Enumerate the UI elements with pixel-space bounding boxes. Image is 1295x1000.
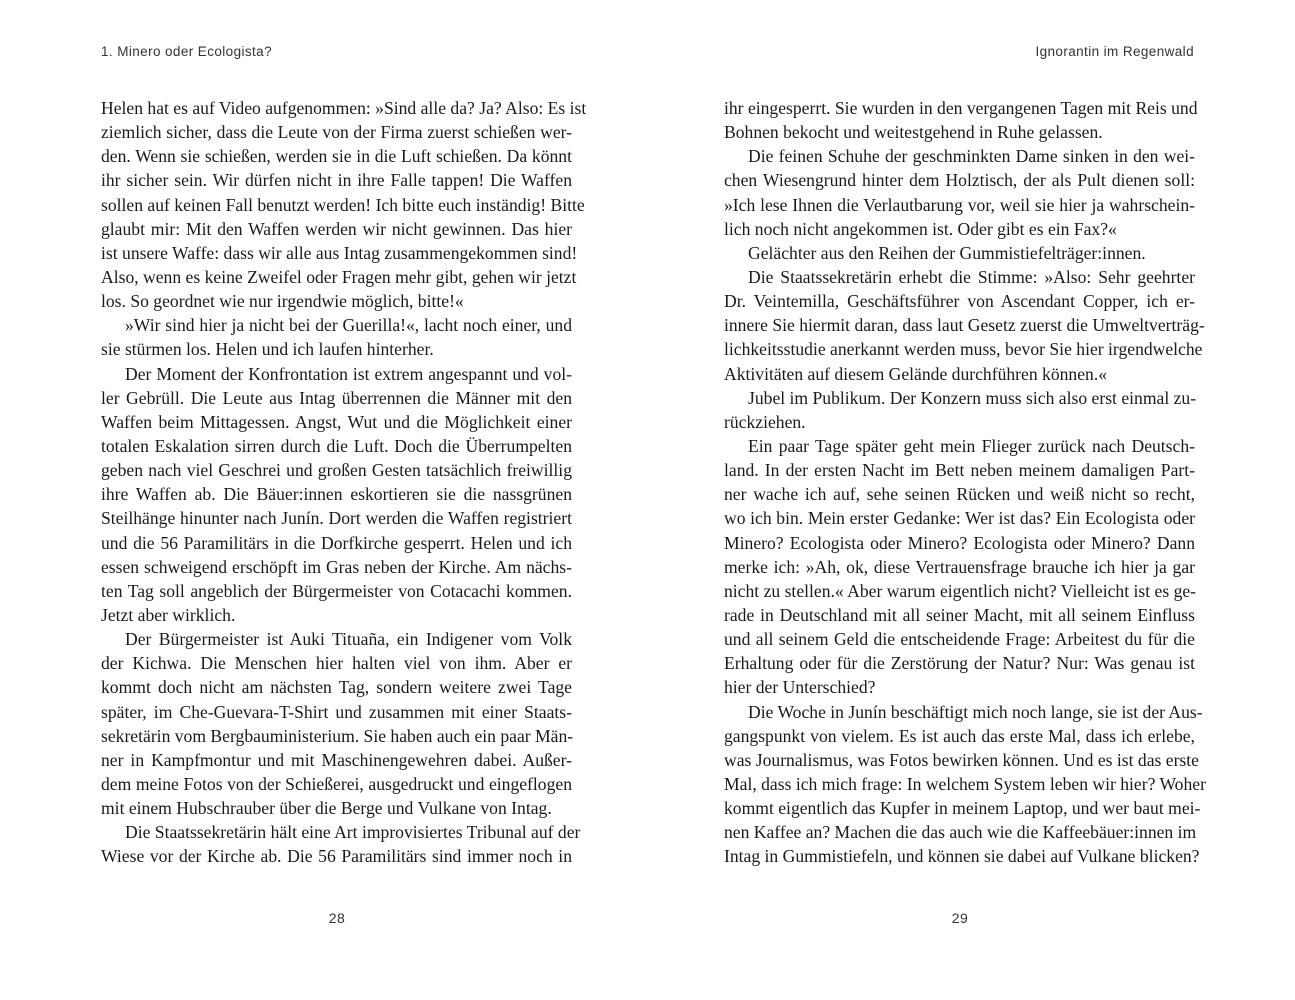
text-line: sollen auf keinen Fall benutzt werden! Ich bitte euch inständig! Bitte: [101, 194, 585, 215]
text-line: dem meine Fotos von der Schießerei, ausgedruckt und eingeflogen: [101, 773, 572, 794]
text-line: Mal, dass ich mich frage: In welchem System leben wir hier? Woher: [724, 773, 1206, 794]
text-line: ten Tag soll angeblich der Bürgermeister von Cotacachi kommen.: [101, 580, 572, 601]
text-line: Der Bürgermeister ist Auki Tituaña, ein Indigener vom Volk: [125, 629, 572, 650]
text-line: land. In der ersten Nacht im Bett neben meinem damaligen Part-: [724, 460, 1195, 481]
text-line: nen Kaffee an? Machen die das auch wie die Kaffeebäuer:innen im: [724, 822, 1197, 843]
text-line: Minero? Ecologista oder Minero? Ecologista oder Minero? Dann: [724, 532, 1195, 553]
text-line: ihr eingesperrt. Sie wurden in den vergangenen Tagen mit Reis und: [724, 98, 1198, 118]
text-line: Wiese vor der Kirche ab. Die 56 Paramilitärs sind immer noch in: [101, 846, 572, 867]
text-line: lichkeitsstudie anerkannt werden muss, bevor Sie hier irgendwelche: [724, 339, 1203, 360]
text-line: Der Moment der Konfrontation ist extrem angespannt und vol-: [125, 363, 572, 384]
left-page-number: 28: [328, 910, 346, 926]
right-running-head: Ignorantin im Regenwald: [1035, 44, 1194, 59]
text-line: später, im Che-Guevara-T-Shirt und zusammen mit einer Staats-: [101, 701, 572, 722]
text-line: kommt eigentlich das Kupfer in meinem Laptop, und wer baut mei-: [724, 798, 1201, 819]
text-line: glaubt mir: Mit den Waffen werden wir nicht gewinnen. Das hier: [101, 218, 572, 239]
text-line: totalen Eskalation sirren durch die Luft. Doch die Überrumpelten: [101, 435, 572, 456]
text-line: Helen hat es auf Video aufgenommen: »Sind alle da? Ja? Also: Es ist: [101, 98, 587, 118]
text-line: innere Sie hiermit daran, dass laut Gesetz zuerst die Umweltverträg-: [724, 315, 1205, 336]
text-line: den. Wenn sie schießen, werden sie in die Luft schießen. Da könnt: [101, 146, 572, 167]
text-line: ziemlich sicher, dass die Leute von der Firma zuerst schießen wer-: [101, 122, 572, 143]
text-line: kommt doch nicht am nächsten Tag, sondern weitere zwei Tage: [101, 677, 572, 698]
text-line: Erhaltung oder für die Zerstörung der Natur? Nur: Was genau ist: [724, 653, 1195, 674]
text-line: hier der Unterschied?: [724, 677, 876, 698]
text-line: und die 56 Paramilitärs in die Dorfkirche gesperrt. Helen und ich: [101, 532, 572, 553]
right-page: [648, 0, 1295, 1000]
text-line: Also, wenn es keine Zweifel oder Fragen mehr gibt, gehen wir jetzt: [101, 266, 577, 287]
left-running-head: 1. Minero oder Ecologista?: [101, 44, 272, 59]
text-line: Ein paar Tage später geht mein Flieger zurück nach Deutsch-: [748, 435, 1195, 456]
right-page-number: 29: [951, 910, 969, 926]
text-line: »Ich lese Ihnen die Verlautbarung vor, weil sie hier ja wahrschein-: [724, 194, 1195, 215]
text-line: ist unsere Waffe: dass wir alle aus Intag zusammengekommen sind!: [101, 242, 578, 263]
text-line: »Wir sind hier ja nicht bei der Guerilla!«, lacht noch einer, und: [125, 315, 572, 336]
text-line: Bohnen bekocht und weitestgehend in Ruhe gelassen.: [724, 122, 1103, 143]
text-line: wo ich bin. Mein erster Gedanke: Wer ist das? Ein Ecologista oder: [724, 508, 1195, 529]
right-body-text: [724, 96, 1206, 869]
text-line: Die feinen Schuhe der geschminkten Dame sinken in den wei-: [748, 146, 1195, 167]
text-line: mit einem Hubschrauber über die Berge und Vulkane von Intag.: [101, 798, 552, 819]
text-line: gangspunkt von vielem. Es ist auch das erste Mal, dass ich erlebe,: [724, 725, 1195, 746]
text-line: ler Gebrüll. Die Leute aus Intag überrennen die Männer mit den: [101, 387, 572, 408]
text-line: und all seinem Geld die entscheidende Frage: Arbeitest du für die: [724, 629, 1195, 650]
text-line: geben nach viel Geschrei und großen Gesten tatsächlich freiwillig: [101, 460, 572, 481]
text-line: nicht zu stellen.« Aber warum eigentlich nicht? Vielleicht ist es ge-: [724, 580, 1197, 601]
text-line: Die Staatssekretärin hält eine Art improvisiertes Tribunal auf der: [125, 822, 581, 843]
text-line: ner wache ich auf, sehe seinen Rücken und weiß nicht so recht,: [724, 484, 1195, 505]
text-line: chen Wiesengrund hinter dem Holztisch, der als Pult dienen soll:: [724, 170, 1195, 191]
text-line: merke ich: »Ah, ok, diese Vertrauensfrage brauche ich hier ja gar: [724, 556, 1195, 577]
text-line: Die Woche in Junín beschäftigt mich noch lange, sie ist der Aus-: [748, 701, 1203, 722]
text-line: was Journalismus, was Fotos bewirken können. Und es ist das erste: [724, 749, 1199, 770]
text-line: lich noch nicht angekommen ist. Oder gibt es ein Fax?«: [724, 218, 1117, 239]
text-line: Jubel im Publikum. Der Konzern muss sich also erst einmal zu-: [748, 387, 1197, 408]
text-line: rade in Deutschland mit all seiner Macht, mit all seinem Einfluss: [724, 604, 1195, 625]
text-line: ihre Waffen ab. Die Bäuer:innen eskortieren sie die nassgrünen: [101, 484, 572, 505]
text-line: der Kichwa. Die Menschen hier halten viel von ihm. Aber er: [101, 653, 572, 674]
text-line: Gelächter aus den Reihen der Gummistiefelträger:innen.: [748, 242, 1146, 263]
left-page: [0, 0, 647, 1000]
text-line: los. So geordnet wie nur irgendwie möglich, bitte!«: [101, 291, 464, 312]
text-line: Die Staatssekretärin erhebt die Stimme: »Also: Sehr geehrter: [748, 266, 1195, 287]
text-line: Dr. Veintemilla, Geschäftsführer von Ascendant Copper, ich er-: [724, 291, 1195, 312]
text-line: ihr sicher sein. Wir dürfen nicht in ihre Falle tappen! Die Waffen: [101, 170, 572, 191]
left-body-text: [101, 96, 587, 869]
text-line: Steilhänge hinunter nach Junín. Dort werden die Waffen registriert: [101, 508, 572, 529]
text-line: sie stürmen los. Helen und ich laufen hinterher.: [101, 339, 434, 360]
text-line: essen schweigend erschöpft im Gras neben der Kirche. Am nächs-: [101, 556, 572, 577]
text-line: rückziehen.: [724, 411, 806, 432]
text-line: Jetzt aber wirklich.: [101, 604, 236, 625]
text-line: Intag in Gummistiefeln, und können sie dabei auf Vulkane blicken?: [724, 846, 1200, 867]
text-line: ner in Kampfmontur und mit Maschinengewehren dabei. Außer-: [101, 749, 572, 770]
text-line: Waffen beim Mittagessen. Angst, Wut und die Möglichkeit einer: [101, 411, 572, 432]
text-line: sekretärin vom Bergbauministerium. Sie haben auch ein paar Män-: [101, 725, 574, 746]
text-line: Aktivitäten auf diesem Gelände durchführen können.«: [724, 363, 1108, 384]
